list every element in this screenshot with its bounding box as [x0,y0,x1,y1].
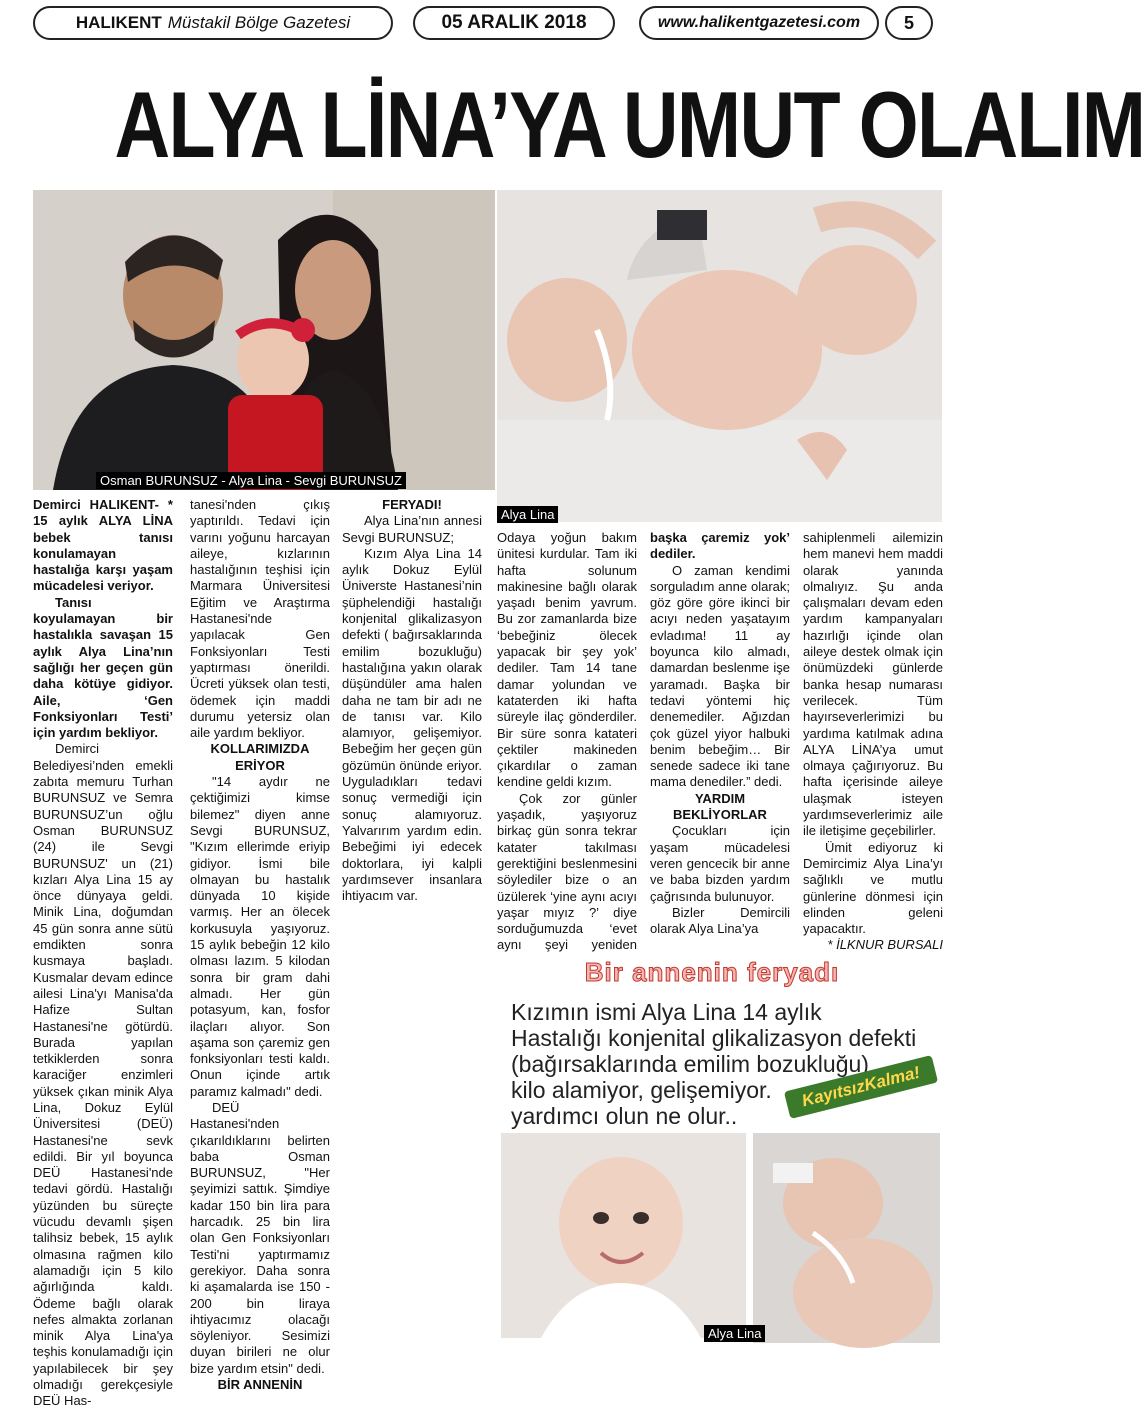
poster-line: yardımcı olun ne olur.. [511,1103,738,1129]
article-paragraph: Odaya yoğun bakım ünitesi kurdular. Tam iki hafta solunum makinesine bağlı olarak yaşadı benim yavrum. Bu zor zamanlarda bize ‘bebeğiniz ölecek yapacak bir şey yok’ dediler. Tam 14 tane damar yolundan ve kataterden iki hafta süreyle ilaç gönderdiler. Bir süre sonra katateri çektiler makineden çıkardılar o zaman kendine geldi kızım. [497,530,637,790]
paper-name: HALIKENT [75,13,162,32]
article-paragraph: Çok zor günler yaşadık, yaşıyoruz birkaç gün sonra tekrar katater takılması gerektiğini beslenmesini söylediler bize o an üzülerek ‘yine aynı acıyı yaşar mıyız ?’ diye sorduğumuzda ‘evet aynı şeyi yeniden [497,790,637,953]
subheading-yardim-bekliyorlar: YARDIM BEKLİYORLAR [673,790,767,823]
hospital-photo [497,190,942,522]
article-paragraph: O zaman kendimi sorguladım anne olarak; göz göre göre ikinci bir acıyı neden yaşatayım evladıma! 11 ay boyunca kilo almadı, damardan beslenme işe yaramadı. Başka bir tedavi yöntemi hiç denemediler. Ağızdan çok güzel yiyor halbuki benim bebeğim… Bir senede sadece iki tane mama denediler.” dedi. [650,562,790,790]
article-paragraph: Demirci Belediyesi’nden emekli zabıta memuru Turhan BURUNSUZ ve Semra BURUNSUZ’un oğlu Osman BURUNSUZ (24) ile Sevgi BURUNSUZ' un (21) kızları Alya Lina 15 ay önce dünyaya geldi. Minik Lina, doğumdan 45 gün sonra anne sütü emdikten sonra kusmaya başladı. Kusmalar devam edince ailesi Lina'yı Manisa'da Hafize Sultan Hastanesi'ne götürdü. Burada yapılan tetkiklerden sonra karaciğer enzimleri yüksek çıkan minik Alya Lina, Dokuz Eylül Üniversitesi (DEÜ) Hastanesi'ne sevk edildi. Bir yıl boyunca DEÜ Hastanesi'nde tedavi gördü. Hastalığı yüzünden bu süreçte vücudu devamlı şişen talihsiz bebek, 15 aylık olmasına rağmen kilo alamadığı için 5 kilo ağırlığında kaldı. Ödeme bağlı olarak nefes almakta zorlanan minik Alya Lina'ya teşhis konulamadığı için yapılabilecek bir şey olmadığı gerekçesiyle DEÜ Has- [33,741,173,1409]
page-number: 5 [885,6,933,40]
headline: ALYA LİNA’YA UMUT OLALIM [114,72,1144,177]
website-link[interactable]: www.halikentgazetesi.com [639,6,879,40]
summary-paragraph: Tanısı koyulamayan bir hastalıkla savaşan 15 aylık Alya Lina’nın sağlığı her geçen gün daha kötüye gidiyor. Aile, ‘Gen Fonksiyonları Testi’ için yardım bekliyor. [33,594,173,741]
baby-smiling-illustration [501,1133,746,1338]
kayitsizkalma-badge: KayıtsızKalma! [784,1055,938,1119]
poster-photo-caption: Alya Lina [704,1325,765,1342]
article-column-2 [190,497,330,1393]
lead-paragraph: Demirci HALIKENT- * 15 aylık ALYA LİNA bebek tanısı konulamayan hastalığa karşı yaşam mücadelesi veriyor. [33,497,173,594]
family-photo-caption: Osman BURUNSUZ - Alya Lina - Sevgi BURUNSUZ [96,472,406,489]
article-column-1 [33,497,173,1410]
poster-line: (bağırsaklarında emilim bozukluğu) [511,1051,869,1077]
poster-line: kilo alamiyor, gelişemiyor. [511,1077,772,1103]
poster-title: Bir annenin feryadı [584,957,840,987]
masthead-paper-name-box [33,6,393,40]
article-paragraph: Kızım Alya Lina 14 aylık Dokuz Eylül Üniverste Hastanesi’nin şüphelendiği hastalığı konjenital glikalizasyon defekti ( bağırsaklarında emilim bozukluğu) hastalığına yakın olarak düşündüler ama halen daha ne tam bir adı ne de tanısı var. Kilo alamıyor, gelişemiyor. Bebeğim her geçen gün gözümün önünde eriyor. Uyguladıkları tedavi sonuç vermediği için sonuç alamıyoruz. Yalvarırım yardım edin. Bebeğimi iyi edecek doktorlara, iyi kalpli yardımsever insanlara ihtiyacım var. [342,545,482,904]
paper-subtitle: Müstakil Bölge Gazetesi [167,13,351,32]
article-column-3 [342,497,482,904]
article-column-6 [803,530,943,954]
poster-line: Hastalığı konjenital glikalizasyon defekti [511,1025,917,1051]
subheading-kollarimizda: KOLLARIMIZDA ERİYOR [210,741,310,773]
article-paragraph: Çocukları için yaşam mücadelesi veren gencecik bir anne ve baba bizden yardım çağrısında bulunuyor. [650,823,790,904]
article-paragraph: sahiplenmeli ailemizin hem manevi hem maddi olarak yanında olmalıyız. Şu anda çalışmaları devam eden yardım kampanyaları hazırlığı içinde olan aileye destek olmak için önümüzdeki günlerde banka hesap numarası verilecek. Tüm hayırseverlerimizi bu yardıma katılmak adına ALYA LİNA’ya umut olmaya çağırıyoruz. Bu hafta içerisinde aileye ulaşmak isteyen yardımseverlerimiz aile ile iletişime geçebilirler. [803,530,943,839]
baby-smiling-photo [501,1133,746,1338]
hospital-photo-illustration [497,190,942,522]
mother-quote-paragraph: "14 aydır ne çektiğimizi kimse bilemez" diyen anne Sevgi BURUNSUZ, "Kızım ellerimde eriyip gidiyor. İsmi bile olmayan bu hastalık dünyada 10 kişide varmış. Her an ölecek korkusuyla yaşıyoruz. 15 aylık bebeğin 12 kilo olması lazım. 5 kilodan sonra bir gram dahi almadı. Her gün potasyum, kan, fosfor ilaçları alıyor. Son aşama son çaremiz gen fonksiyonları testi kaldı. Onun içinde artık paramız kalmadı" dedi. [190,774,330,1099]
article-paragraph: Ümit ediyoruz ki Demircimiz Alya Lina’yı sağlıklı ve mutlu günlerine dönmesi için elinden geleni yapacaktır. [803,839,943,937]
subheading-bir-annenin: BİR ANNENİN [217,1377,303,1393]
family-photo [33,190,495,490]
baby-hospital-photo [753,1133,940,1343]
subheading-feryadi: FERYADI! [382,497,442,512]
family-photo-illustration [33,190,495,490]
appeal-poster [497,955,942,1347]
article-paragraph: Alya Lina’nın annesi Sevgi BURUNSUZ; [342,513,482,545]
issue-date: 05 ARALIK 2018 [413,6,615,40]
father-quote-paragraph: DEÜ Hastanesi'nden çıkarıldıklarını belirten baba Osman BURUNSUZ, "Her şeyimizi sattık. Şimdiye kadar 150 bin lira para harcadık. 25 bin lira olan Gen Fonksiyonları Testi'ni yaptırmamız gerekiyor. Daha sonra ki aşamalarda ise 150 - 200 bin liraya ihtiyacımız olacağı söyleniyor. Sesimizi duyan birileri ne olur bize yardım etsin" dedi. [190,1099,330,1376]
article-paragraph: tanesi'nden çıkış yaptırıldı. Tedavi için varını yoğunu harcayan aileye, kızlarının hastalığının teşhisi için Marmara Üniversitesi Eğitim ve Araştırma Hastanesi'nde yapılacak Gen Fonksiyonları Testi yaptırması önerildi. Ücreti yüksek olan testi, ödemek için maddi durumu yetersiz olan aile yardım bekliyor. [190,497,330,741]
article-column-5 [650,530,790,937]
article-paragraph: başka çaremiz yok’ dediler. [650,530,790,562]
poster-text [511,999,941,1129]
poster-line: Kızımın ismi Alya Lina 14 aylık [511,999,822,1025]
author-byline: * İLKNUR BURSALI [827,937,943,953]
hospital-photo-caption: Alya Lina [497,506,558,523]
article-paragraph: Bizler Demircili olarak Alya Lina’ya [650,904,790,937]
article-column-4 [497,530,637,970]
baby-hospital-illustration [753,1133,940,1343]
